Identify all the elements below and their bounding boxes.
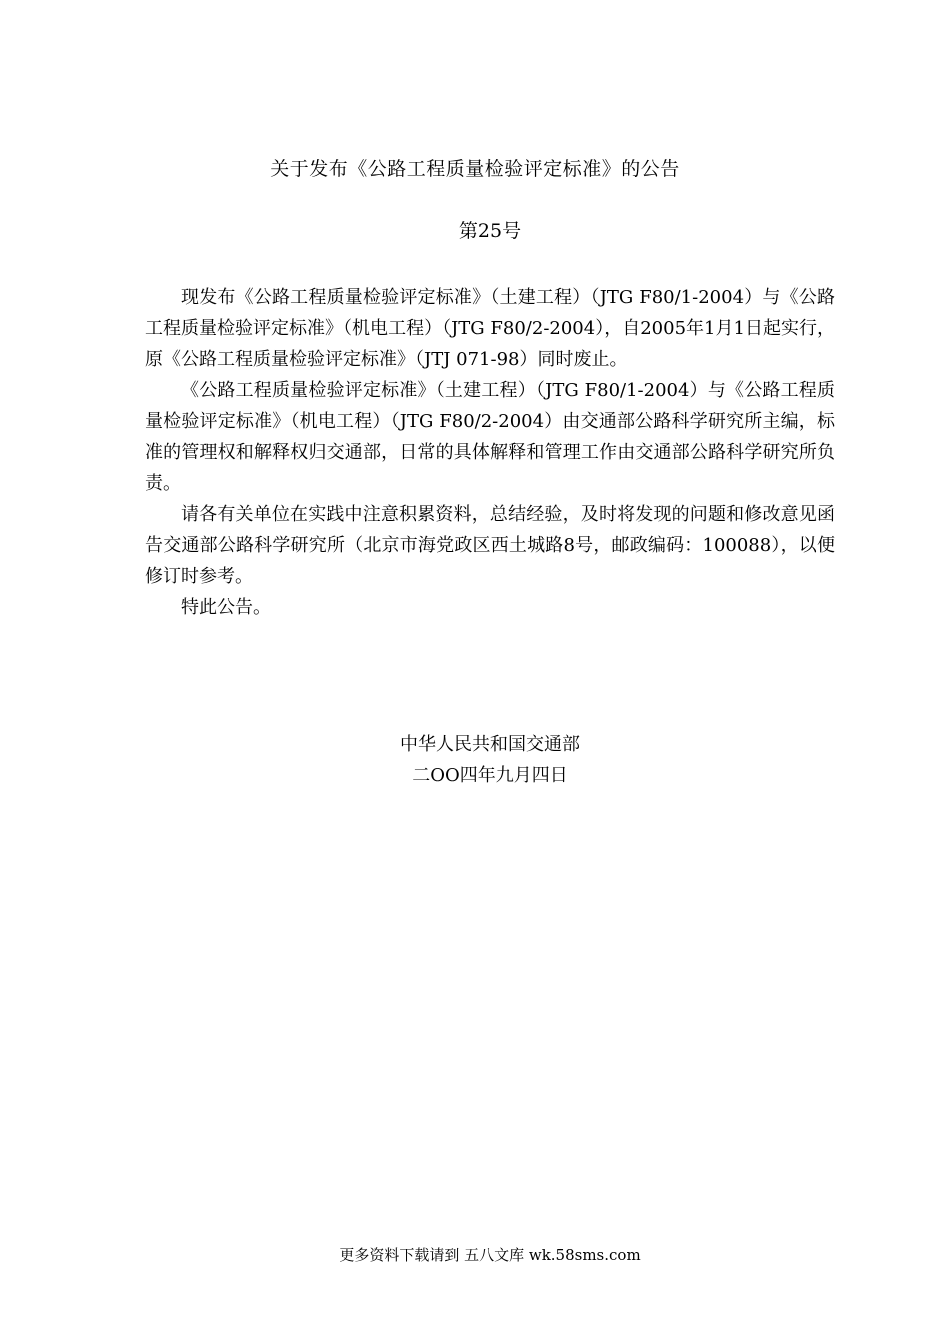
paragraph-2: 《公路工程质量检验评定标准》（土建工程）（JTG F80/1-2004）与《公路工程质量检验评定标准》（机电工程）（JTG F80/2-2004）由交通部公路科学研究所主编，标准的管理权和解释权归交通部，日常的具体解释和管理工作由交通部公路科学研究所负责。 (145, 380, 835, 494)
paragraph-1: 现发布《公路工程质量检验评定标准》（土建工程）（JTG F80/1-2004）与《公路工程质量检验评定标准》（机电工程）（JTG F80/2-2004），自2005年1月1日起实行，原《公路工程质量检验评定标准》（JTJ 071-98）同时废止。 (145, 287, 835, 370)
paragraph-3: 请各有关单位在实践中注意积累资料，总结经验，及时将发现的问题和修改意见函告交通部公路科学研究所（北京市海党政区西土城路8号，邮政编码：100088），以便修订时参考。 (145, 504, 835, 587)
issue-date: 二OO四年九月四日 (412, 765, 568, 786)
footer-note: 更多资料下载请到 五八文库 wk.58sms.com (339, 1246, 641, 1264)
document-title: 关于发布《公路工程质量检验评定标准》的公告 (270, 158, 680, 180)
document-number: 第25号 (458, 220, 522, 242)
issuer-name: 中华人民共和国交通部 (400, 734, 580, 755)
document-body (145, 282, 835, 623)
signature-block (0, 729, 950, 791)
paragraph-4: 特此公告。 (181, 597, 271, 618)
